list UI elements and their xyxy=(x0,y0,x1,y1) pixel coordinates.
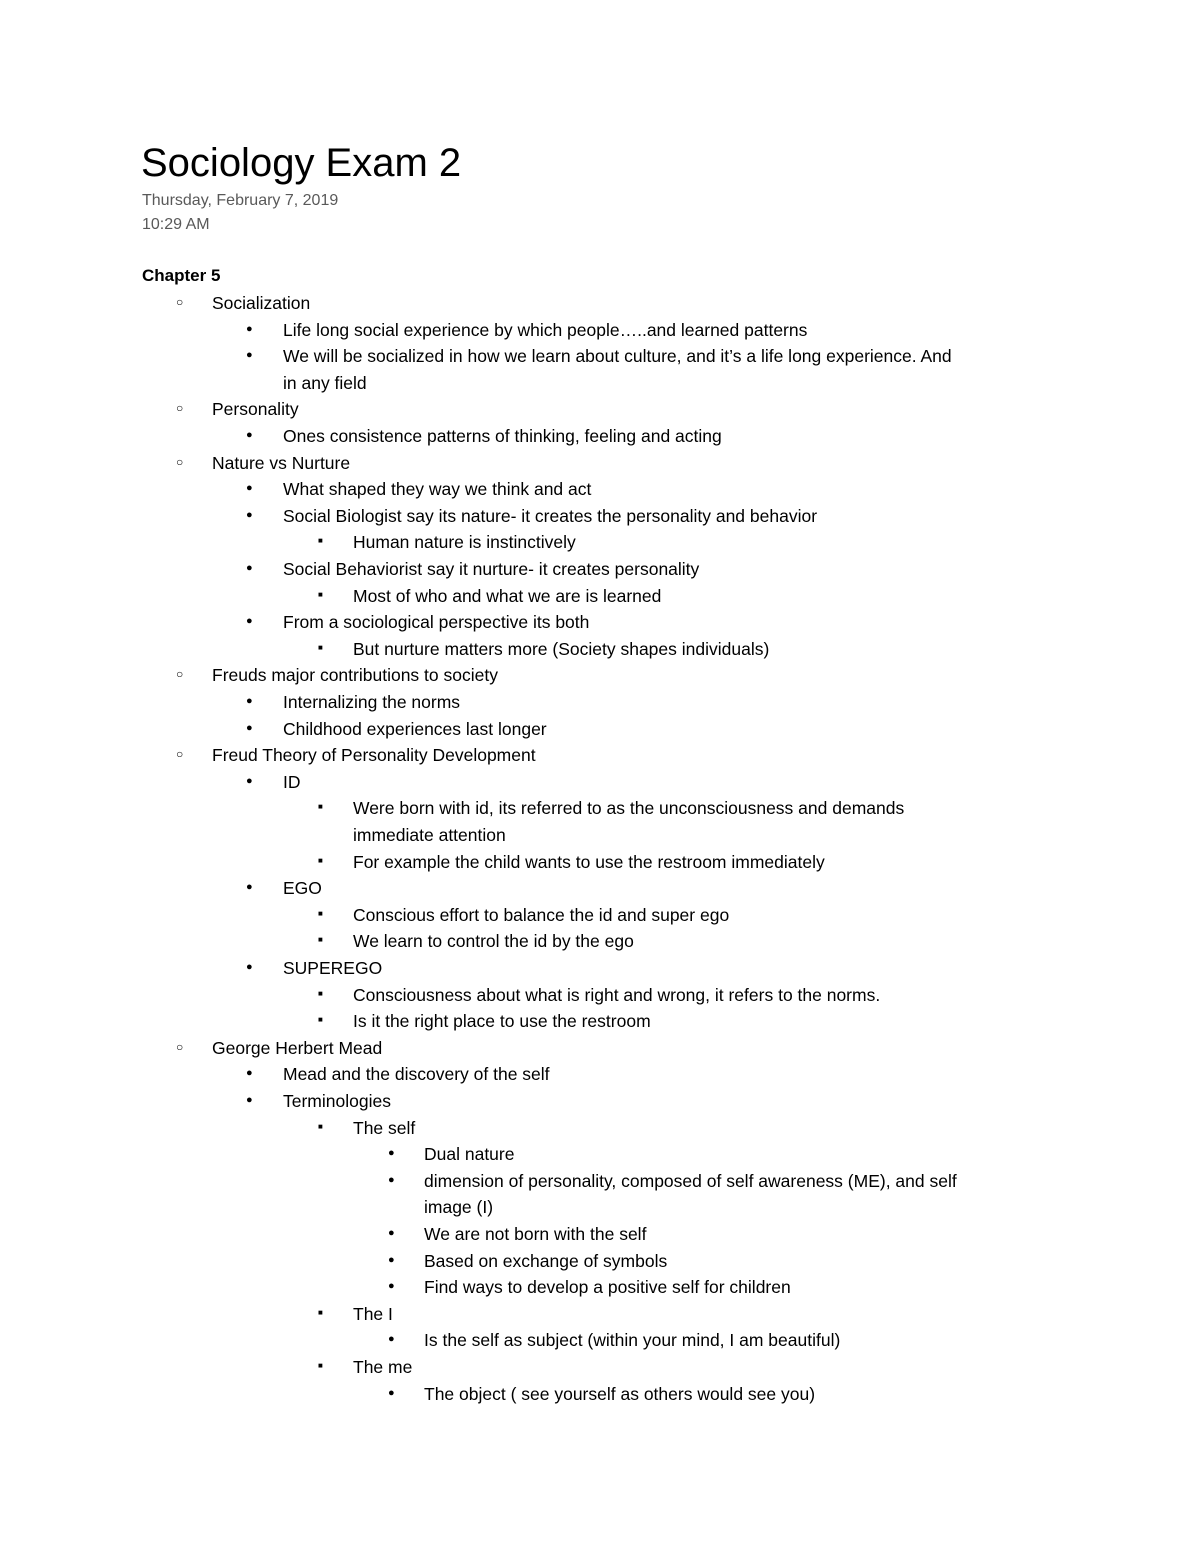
outline-bullet-icon: ● xyxy=(388,1280,395,1293)
outline-item-level-2: Life long social experience by which people…..and learned patterns xyxy=(283,319,808,340)
outline-bullet-icon: ■ xyxy=(318,536,323,546)
outline-item-level-2: From a sociological perspective its both xyxy=(283,612,590,633)
outline-bullet-icon: ● xyxy=(246,881,253,894)
outline-item-level-3: But nurture matters more (Society shapes individuals) xyxy=(353,638,770,659)
outline-bullet-icon: ● xyxy=(246,1067,253,1080)
outline-bullet-icon: ○ xyxy=(176,295,184,309)
outline-item-level-1: Socialization xyxy=(212,293,311,313)
outline-item-level-2: Social Biologist say its nature- it creates the personality and behavior xyxy=(283,505,818,526)
outline-bullet-icon: ■ xyxy=(318,1361,323,1370)
outline-item-level-4: Is the self as subject (within your mind, I am beautiful) xyxy=(424,1330,841,1351)
outline-item-level-3: The self xyxy=(353,1117,416,1138)
outline-item-level-3: Is it the right place to use the restroom xyxy=(353,1011,651,1032)
outline-item-level-4: We are not born with the self xyxy=(424,1224,647,1244)
outline-bullet-icon: ■ xyxy=(318,855,323,865)
outline-bullet-icon: ● xyxy=(246,322,253,335)
outline-bullet-icon: ● xyxy=(246,562,253,574)
outline-bullet-icon: ○ xyxy=(176,401,184,416)
outline-item-level-4: dimension of personality, composed of self awareness (ME), and self xyxy=(424,1170,957,1191)
outline-item-level-2: Mead and the discovery of the self xyxy=(283,1064,550,1085)
outline-bullet-icon: ○ xyxy=(176,1039,184,1054)
outline-bullet-icon: ● xyxy=(246,482,253,495)
outline-bullet-icon: ● xyxy=(388,1253,395,1266)
outline-item-level-1: Nature vs Nurture xyxy=(212,452,351,473)
outline-bullet-icon: ○ xyxy=(176,747,184,762)
outline-bullet-icon: ● xyxy=(246,961,253,973)
outline-item-level-2: Social Behaviorist say it nurture- it creates personality xyxy=(283,559,700,579)
outline-bullet-icon: ● xyxy=(246,508,253,521)
note-time: 10:29 AM xyxy=(142,216,210,233)
outline-bullet-icon: ● xyxy=(246,695,253,707)
page-title: Sociology Exam 2 xyxy=(141,141,462,185)
outline-item-level-4: Based on exchange of symbols xyxy=(424,1250,668,1271)
outline-bullet-icon: ■ xyxy=(318,1015,323,1025)
outline-item-level-4: The object ( see yourself as others would see you) xyxy=(424,1383,816,1404)
outline-bullet-icon: ● xyxy=(246,349,253,362)
outline-item-level-1: Personality xyxy=(212,399,299,420)
outline-bullet-icon: ● xyxy=(388,1227,395,1239)
outline-item-level-2: We will be socialized in how we learn about culture, and it’s a life long experience. And xyxy=(283,346,952,367)
outline-item-level-3: Most of who and what we are is learned xyxy=(353,585,662,606)
outline-item-level-1: George Herbert Mead xyxy=(212,1037,383,1058)
outline-bullet-icon: ● xyxy=(388,1147,395,1160)
outline-bullet-icon: ■ xyxy=(318,589,323,599)
outline-item-continuation: in any field xyxy=(283,372,367,393)
outline-bullet-icon: ● xyxy=(246,429,253,441)
outline-bullet-icon: ■ xyxy=(318,802,323,812)
outline-item-level-4: Dual nature xyxy=(424,1144,515,1165)
outline-item-level-3: Consciousness about what is right and wrong, it refers to the norms. xyxy=(353,984,881,1005)
outline-bullet-icon: ● xyxy=(246,721,253,734)
outline-item-level-3: Conscious effort to balance the id and super ego xyxy=(353,904,730,925)
outline-bullet-icon: ● xyxy=(246,1094,253,1106)
outline-item-level-2: Childhood experiences last longer xyxy=(283,718,547,739)
outline-item-level-4: Find ways to develop a positive self for children xyxy=(424,1277,791,1298)
outline-item-level-1: Freuds major contributions to society xyxy=(212,665,498,686)
outline-item-level-2: ID xyxy=(283,771,301,792)
outline-item-level-3: The I xyxy=(353,1303,393,1324)
chapter-heading: Chapter 5 xyxy=(142,266,221,285)
outline-bullet-icon: ● xyxy=(246,615,253,628)
outline-bullet-icon: ● xyxy=(388,1173,395,1186)
outline-item-level-3: The me xyxy=(353,1357,413,1377)
outline-item-level-1: Freud Theory of Personality Development xyxy=(212,745,536,766)
outline-item-level-2: EGO xyxy=(283,878,322,899)
outline-bullet-icon: ■ xyxy=(318,988,323,998)
outline-bullet-icon: ■ xyxy=(318,1307,323,1317)
outline-item-level-3: Were born with id, its referred to as the unconsciousness and demands xyxy=(353,798,905,819)
outline-item-continuation: immediate attention xyxy=(353,825,506,845)
outline-item-level-2: Ones consistence patterns of thinking, feeling and acting xyxy=(283,426,722,446)
outline-bullet-icon: ● xyxy=(388,1333,395,1346)
outline-bullet-icon: ■ xyxy=(318,1121,323,1131)
outline-item-level-2: SUPEREGO xyxy=(283,958,383,978)
outline-bullet-icon: ○ xyxy=(176,454,184,469)
outline-bullet-icon: ■ xyxy=(318,642,323,652)
outline-bullet-icon: ■ xyxy=(318,908,323,918)
outline-bullet-icon: ● xyxy=(388,1386,395,1399)
outline-item-level-2: Terminologies xyxy=(283,1091,391,1111)
outline-bullet-icon: ● xyxy=(246,774,253,787)
note-date: Thursday, February 7, 2019 xyxy=(142,192,339,209)
outline-item-level-3: We learn to control the id by the ego xyxy=(353,931,634,952)
outline-item-level-3: For example the child wants to use the restroom immediately xyxy=(353,851,825,872)
outline-bullet-icon: ■ xyxy=(318,935,323,945)
outline-bullet-icon: ○ xyxy=(176,667,184,682)
outline-item-level-2: What shaped they way we think and act xyxy=(283,479,592,500)
outline-item-level-2: Internalizing the norms xyxy=(283,692,461,712)
outline-item-continuation: image (I) xyxy=(424,1197,494,1218)
outline-item-level-3: Human nature is instinctively xyxy=(353,532,576,553)
